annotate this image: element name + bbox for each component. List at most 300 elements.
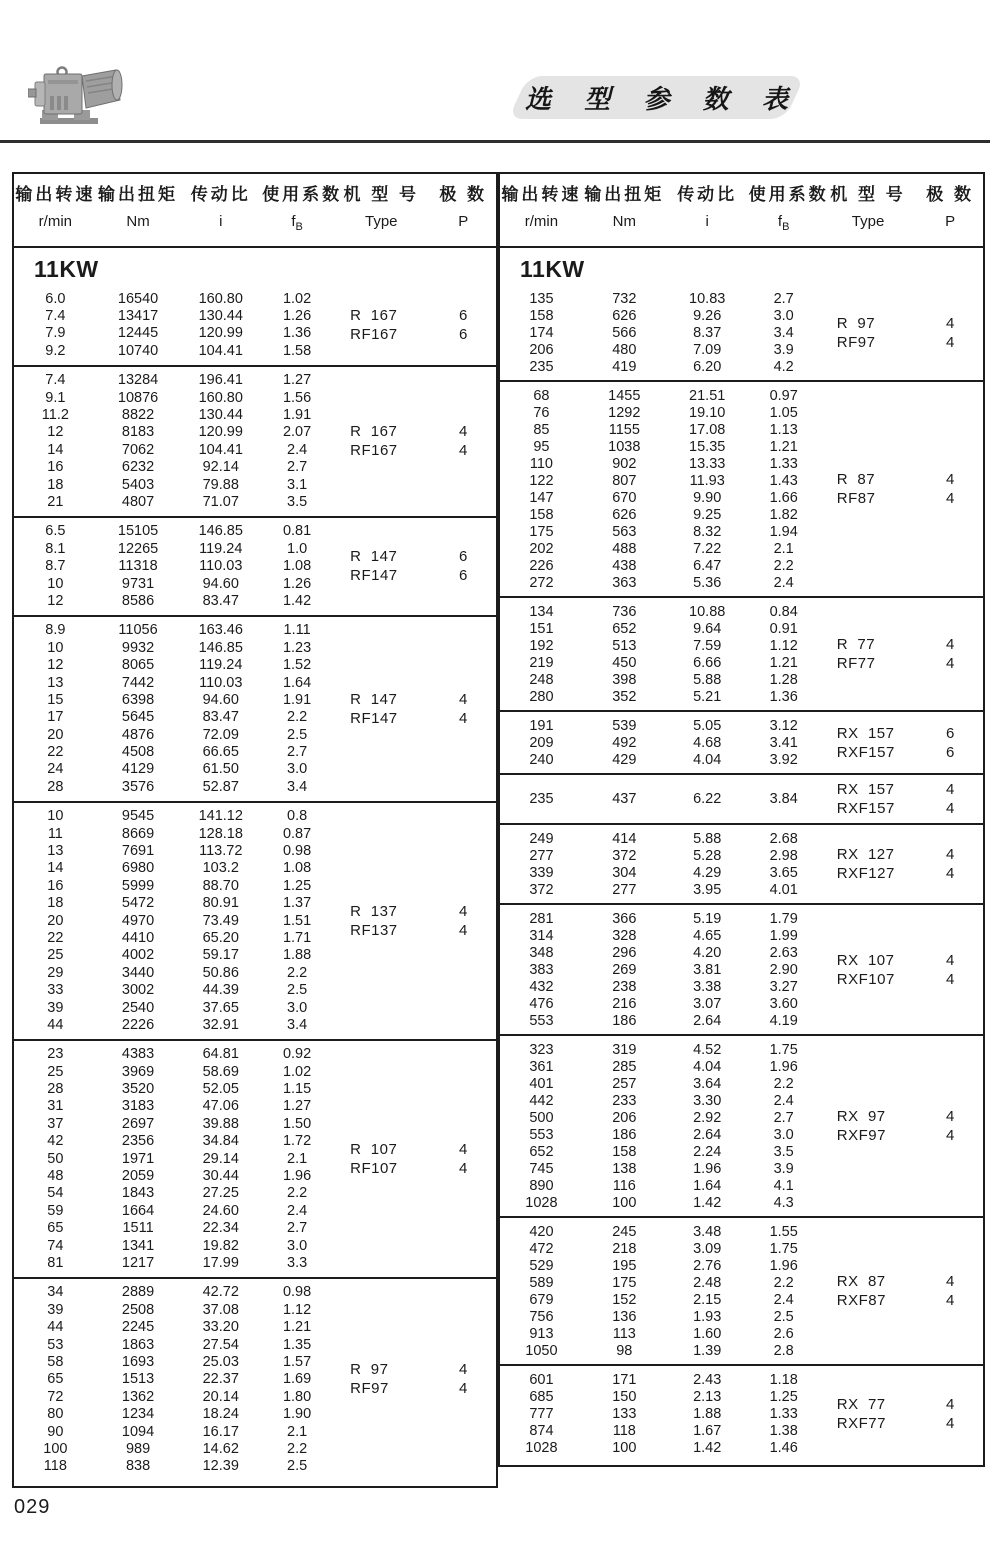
- ratio-cell: 2.43: [693, 1371, 722, 1388]
- torque-cell: 175: [612, 1274, 637, 1291]
- table-row: [14, 842, 332, 859]
- table-header: [500, 174, 983, 248]
- poles-cell: 4: [945, 314, 955, 332]
- torque-cell: 11056: [118, 622, 158, 639]
- block-types: [332, 547, 496, 585]
- speed-cell: 90: [47, 1423, 64, 1440]
- speed-cell: 272: [529, 574, 554, 591]
- table-row: [500, 717, 819, 734]
- speed-cell: 7.4: [45, 308, 66, 325]
- ratio-cell: 4.20: [693, 944, 722, 961]
- service-factor-cell: 1.21: [769, 654, 798, 671]
- torque-cell: 233: [612, 1092, 637, 1109]
- torque-cell: 304: [612, 864, 637, 881]
- ratio-cell: 5.19: [693, 910, 722, 927]
- speed-cell: 206: [529, 341, 554, 358]
- table-row: [500, 1041, 819, 1058]
- speed-cell: 16: [47, 459, 64, 476]
- block-types: [332, 1140, 496, 1178]
- poles-cell: 4: [459, 902, 468, 920]
- speed-cell: 553: [529, 1012, 554, 1029]
- table-row: [500, 1388, 819, 1405]
- power-rating-label: 11KW: [520, 256, 585, 282]
- service-factor-cell: 1.26: [282, 575, 312, 592]
- model-type-cell: R 87: [836, 471, 876, 488]
- service-factor-cell: 3.0: [287, 1237, 308, 1254]
- torque-cell: 8065: [121, 657, 155, 674]
- poles-cell: 4: [945, 865, 955, 882]
- ratio-cell: 196.41: [198, 372, 243, 389]
- speed-cell: 81: [47, 1255, 64, 1271]
- table-row: [500, 864, 819, 881]
- ratio-cell: 73.49: [202, 912, 239, 929]
- ratio-cell: 32.91: [202, 1016, 239, 1033]
- service-factor-cell: 2.2: [287, 1440, 308, 1457]
- service-factor-cell: 1.57: [282, 1353, 312, 1370]
- ratio-cell: 58.69: [202, 1063, 239, 1080]
- block-rows: [14, 372, 332, 511]
- service-factor-cell: 1.33: [769, 455, 798, 472]
- service-factor-cell: 1.79: [769, 910, 798, 927]
- header-torque-cn: 输出扭矩: [584, 185, 665, 204]
- ratio-cell: 22.34: [202, 1220, 239, 1237]
- ratio-cell: 64.81: [202, 1046, 239, 1063]
- speed-cell: 39: [47, 999, 64, 1016]
- service-factor-cell: 3.27: [769, 978, 798, 995]
- header-poles-cn: 极 数: [926, 185, 974, 204]
- torque-cell: 4383: [121, 1046, 155, 1063]
- service-factor-cell: 3.84: [769, 791, 798, 807]
- table-row: [14, 674, 332, 691]
- service-factor-cell: 1.28: [769, 671, 798, 688]
- service-factor-cell: 1.38: [769, 1422, 798, 1439]
- speed-cell: 65: [47, 1371, 64, 1388]
- ratio-cell: 4.52: [693, 1041, 722, 1058]
- speed-cell: 110: [529, 455, 553, 472]
- table-row: [500, 944, 819, 961]
- type-line: [332, 325, 496, 344]
- table-row: [14, 1133, 332, 1150]
- ratio-cell: 110.03: [199, 558, 243, 575]
- ratio-cell: 16.17: [202, 1423, 239, 1440]
- ratio-cell: 9.64: [693, 620, 722, 637]
- table-row: [14, 726, 332, 743]
- speed-cell: 14: [47, 441, 64, 458]
- table-row: [500, 1075, 819, 1092]
- torque-cell: 150: [612, 1388, 637, 1405]
- service-factor-cell: 1.52: [282, 657, 312, 674]
- torque-cell: 566: [612, 324, 637, 341]
- table-row: [14, 743, 332, 760]
- table-row: [14, 1098, 332, 1115]
- speed-cell: 874: [529, 1422, 554, 1439]
- speed-cell: 158: [529, 307, 554, 324]
- ratio-cell: 1.96: [693, 1160, 722, 1177]
- speed-cell: 134: [529, 603, 554, 620]
- speed-cell: 42: [47, 1133, 64, 1150]
- service-factor-cell: 1.21: [769, 438, 798, 455]
- torque-cell: 398: [612, 671, 637, 688]
- table-row: [500, 506, 819, 523]
- torque-cell: 296: [612, 944, 637, 961]
- type-line: [332, 1360, 496, 1379]
- torque-cell: 152: [612, 1291, 637, 1308]
- service-factor-cell: 2.2: [287, 1185, 308, 1202]
- ratio-cell: 22.37: [202, 1371, 239, 1388]
- ratio-cell: 17.99: [202, 1255, 239, 1271]
- speed-cell: 442: [529, 1092, 554, 1109]
- torque-cell: 269: [612, 961, 637, 978]
- torque-cell: 3576: [121, 778, 155, 795]
- parameter-block: [500, 1364, 983, 1461]
- ratio-cell: 110.03: [199, 674, 243, 691]
- speed-cell: 25: [47, 947, 64, 964]
- table-row: [500, 1223, 819, 1240]
- ratio-cell: 10.88: [689, 603, 726, 620]
- model-type-cell: RXF107: [836, 970, 895, 988]
- table-row: [500, 324, 819, 341]
- parameter-block: [14, 516, 496, 615]
- ratio-cell: 2.15: [693, 1291, 722, 1308]
- ratio-cell: 5.88: [693, 830, 722, 847]
- table-row: [500, 472, 819, 489]
- torque-cell: 257: [612, 1075, 637, 1092]
- torque-cell: 807: [612, 472, 637, 489]
- table-row: [500, 688, 819, 705]
- poles-cell: 4: [459, 1140, 468, 1158]
- poles-cell: 4: [945, 970, 955, 988]
- header-speed-cn: 输出转速: [15, 185, 96, 204]
- table-row: [500, 455, 819, 472]
- service-factor-cell: 2.4: [773, 1291, 794, 1308]
- service-factor-cell: 1.27: [282, 1098, 312, 1115]
- torque-cell: 1362: [121, 1388, 155, 1405]
- table-row: [14, 523, 332, 540]
- service-factor-cell: 1.26: [282, 308, 312, 325]
- torque-cell: 118: [612, 1422, 636, 1439]
- service-factor-cell: 1.11: [283, 622, 311, 639]
- model-type-cell: R 107: [350, 1140, 398, 1158]
- ratio-cell: 163.46: [198, 622, 243, 639]
- table-row: [14, 761, 332, 778]
- table-row: [14, 860, 332, 877]
- ratio-cell: 5.21: [693, 688, 722, 705]
- table-row: [500, 978, 819, 995]
- ratio-cell: 2.13: [693, 1388, 722, 1405]
- service-factor-cell: 2.7: [773, 290, 794, 307]
- ratio-cell: 11.93: [689, 472, 725, 489]
- ratio-cell: 2.48: [693, 1274, 722, 1291]
- ratio-cell: 103.2: [202, 860, 239, 877]
- block-rows: [500, 1371, 819, 1456]
- ratio-cell: 66.65: [202, 744, 239, 761]
- poles-cell: 4: [945, 636, 955, 653]
- model-type-cell: RF167: [350, 325, 398, 343]
- table-row: [14, 372, 332, 389]
- ratio-cell: 34.84: [202, 1133, 239, 1150]
- speed-cell: 314: [529, 927, 554, 944]
- speed-cell: 13: [47, 843, 64, 860]
- service-factor-cell: 4.01: [769, 881, 798, 898]
- table-row: [14, 825, 332, 842]
- ratio-cell: 119.24: [199, 540, 243, 557]
- poles-cell: 4: [945, 1292, 955, 1309]
- speed-cell: 14: [47, 860, 64, 877]
- torque-cell: 438: [612, 557, 637, 574]
- speed-cell: 76: [533, 404, 550, 421]
- torque-cell: 8669: [121, 825, 155, 842]
- service-factor-cell: 1.0: [287, 540, 308, 557]
- speed-cell: 249: [529, 830, 554, 847]
- service-factor-cell: 1.13: [769, 421, 798, 438]
- parameter-block: [500, 903, 983, 1034]
- service-factor-cell: 2.4: [773, 574, 794, 591]
- speed-cell: 589: [529, 1274, 554, 1291]
- title-banner: [508, 76, 805, 119]
- torque-cell: 5999: [121, 877, 155, 894]
- torque-cell: 186: [612, 1012, 637, 1029]
- service-factor-cell: 2.8: [773, 1342, 794, 1359]
- block-types: [332, 422, 496, 460]
- service-factor-cell: 0.98: [282, 1284, 312, 1301]
- table-row: [500, 961, 819, 978]
- torque-cell: 1513: [121, 1371, 155, 1388]
- block-types: [819, 635, 983, 673]
- torque-cell: 1971: [121, 1150, 155, 1167]
- type-line: [819, 1395, 983, 1414]
- type-line: [332, 566, 496, 585]
- ratio-cell: 9.90: [693, 489, 722, 506]
- speed-cell: 745: [529, 1160, 554, 1177]
- torque-cell: 4970: [121, 912, 155, 929]
- ratio-cell: 3.38: [693, 978, 722, 995]
- block-rows: [500, 387, 819, 591]
- poles-cell: 4: [945, 471, 955, 488]
- table-row: [500, 1109, 819, 1126]
- ratio-cell: 61.50: [202, 761, 239, 778]
- torque-cell: 1234: [121, 1406, 155, 1423]
- block-rows: [500, 1223, 819, 1359]
- torque-cell: 7062: [121, 441, 155, 458]
- parameter-block: [500, 710, 983, 773]
- torque-cell: 238: [612, 978, 637, 995]
- table-row: [500, 307, 819, 324]
- ratio-cell: 128.18: [198, 825, 243, 842]
- table-row: [14, 1353, 332, 1370]
- parameter-block: [500, 380, 983, 596]
- header-type-cn: 机 型 号: [343, 185, 419, 204]
- type-line: [332, 709, 496, 728]
- model-type-cell: RF97: [836, 333, 876, 351]
- table-row: [14, 981, 332, 998]
- block-types: [332, 306, 496, 344]
- ratio-cell: 146.85: [198, 523, 243, 540]
- poles-cell: 4: [945, 1127, 955, 1144]
- ratio-cell: 141.12: [198, 808, 243, 825]
- table-row: [500, 1092, 819, 1109]
- table-row: [14, 656, 332, 673]
- parameter-block: [500, 773, 983, 823]
- speed-cell: 22: [47, 929, 64, 946]
- service-factor-cell: 1.46: [769, 1439, 798, 1456]
- table-row: [500, 358, 819, 375]
- type-line: [332, 690, 496, 709]
- block-types: [332, 902, 496, 940]
- speed-cell: 18: [47, 895, 64, 912]
- torque-cell: 9545: [121, 808, 155, 825]
- ratio-cell: 1.60: [693, 1325, 722, 1342]
- poles-cell: 4: [459, 1361, 468, 1379]
- speed-cell: 29: [47, 964, 64, 981]
- table-row: [14, 1301, 332, 1318]
- selection-table-right: [498, 172, 985, 1467]
- header-speed-cn: 输出转速: [501, 185, 582, 204]
- parameter-block: [500, 596, 983, 710]
- poles-cell: 4: [945, 1414, 955, 1432]
- service-factor-cell: 1.75: [769, 1240, 798, 1257]
- speed-cell: 25: [47, 1063, 64, 1080]
- speed-cell: 17: [47, 709, 64, 726]
- service-factor-cell: 2.68: [769, 830, 798, 847]
- table-row: [500, 421, 819, 438]
- header-factor-unit: $f_B$: [777, 213, 790, 233]
- service-factor-cell: 1.12: [769, 637, 798, 654]
- table-row: [14, 540, 332, 557]
- service-factor-cell: 2.5: [287, 1458, 308, 1475]
- torque-cell: 218: [612, 1240, 637, 1257]
- ratio-cell: 17.08: [689, 421, 726, 438]
- ratio-cell: 4.65: [693, 927, 722, 944]
- table-body: [500, 285, 983, 1461]
- table-row: [14, 709, 332, 726]
- table-row: [14, 1115, 332, 1132]
- speed-cell: 553: [529, 1126, 554, 1143]
- model-type-cell: RF147: [350, 567, 398, 585]
- service-factor-cell: 2.4: [287, 1202, 308, 1219]
- table-row: [500, 290, 819, 307]
- ratio-cell: 94.60: [202, 691, 239, 708]
- ratio-cell: 4.29: [693, 864, 722, 881]
- service-factor-cell: 2.7: [773, 1109, 794, 1126]
- torque-cell: 2226: [121, 1016, 155, 1033]
- speed-cell: 12: [47, 592, 64, 609]
- table-row: [500, 1274, 819, 1291]
- torque-cell: 9731: [121, 575, 155, 592]
- torque-cell: 113: [612, 1325, 636, 1342]
- ratio-cell: 37.65: [202, 999, 239, 1016]
- model-type-cell: RX 157: [836, 781, 895, 798]
- torque-cell: 7691: [121, 843, 155, 860]
- ratio-cell: 130.44: [198, 407, 243, 424]
- ratio-cell: 72.09: [202, 726, 239, 743]
- table-row: [500, 603, 819, 620]
- ratio-cell: 3.64: [693, 1075, 722, 1092]
- service-factor-cell: 3.4: [287, 1016, 308, 1033]
- speed-cell: 135: [529, 290, 554, 307]
- table-row: [14, 592, 332, 609]
- service-factor-cell: 1.15: [282, 1081, 312, 1098]
- ratio-cell: 42.72: [202, 1284, 239, 1301]
- ratio-cell: 2.92: [693, 1109, 722, 1126]
- parameter-block: [14, 615, 496, 801]
- speed-cell: 192: [529, 637, 554, 654]
- table-row: [14, 1458, 332, 1475]
- ratio-cell: 2.64: [693, 1012, 722, 1029]
- torque-cell: 480: [612, 341, 637, 358]
- header-ratio-unit: i: [705, 213, 709, 230]
- table-row: [500, 1257, 819, 1274]
- speed-cell: 281: [529, 910, 554, 927]
- ratio-cell: 113.72: [199, 843, 243, 860]
- table-row: [500, 1439, 819, 1456]
- service-factor-cell: 2.98: [769, 847, 798, 864]
- speed-cell: 679: [529, 1291, 554, 1308]
- service-factor-cell: 1.96: [769, 1058, 798, 1075]
- torque-cell: 15105: [117, 523, 159, 540]
- poles-cell: 4: [945, 951, 955, 969]
- torque-cell: 8822: [121, 407, 155, 424]
- service-factor-cell: 1.35: [282, 1336, 312, 1353]
- speed-cell: 18: [47, 476, 64, 493]
- table-row: [500, 1160, 819, 1177]
- table-row: [14, 325, 332, 342]
- ratio-cell: 5.88: [693, 671, 722, 688]
- ratio-cell: 92.14: [202, 459, 239, 476]
- speed-cell: 226: [529, 557, 554, 574]
- service-factor-cell: 2.5: [287, 726, 308, 743]
- ratio-cell: 5.05: [693, 717, 722, 734]
- torque-cell: 8586: [121, 592, 155, 609]
- service-factor-cell: 3.4: [287, 778, 308, 795]
- service-factor-cell: 0.91: [769, 620, 798, 637]
- ratio-cell: 3.30: [693, 1092, 722, 1109]
- model-type-cell: RXF157: [836, 800, 895, 817]
- service-factor-cell: 3.60: [769, 995, 798, 1012]
- speed-cell: 323: [529, 1041, 554, 1058]
- torque-cell: 429: [612, 751, 637, 768]
- block-types: [819, 951, 983, 989]
- speed-cell: 80: [47, 1406, 64, 1423]
- block-rows: [500, 830, 819, 898]
- speed-cell: 202: [529, 540, 554, 557]
- torque-cell: 10740: [117, 342, 159, 359]
- type-line: [332, 547, 496, 566]
- torque-cell: 6980: [121, 860, 155, 877]
- type-line: [819, 970, 983, 989]
- ratio-cell: 25.03: [202, 1353, 239, 1370]
- ratio-cell: 7.59: [693, 637, 722, 654]
- ratio-cell: 7.22: [693, 540, 722, 557]
- table-row: [500, 1012, 819, 1029]
- ratio-cell: 27.54: [202, 1336, 239, 1353]
- ratio-cell: 1.42: [693, 1194, 722, 1211]
- ratio-cell: 6.20: [693, 358, 722, 375]
- table-row: [14, 1016, 332, 1033]
- table-row: [14, 1371, 332, 1388]
- speed-cell: 432: [529, 978, 554, 995]
- speed-cell: 890: [529, 1177, 554, 1194]
- speed-cell: 219: [529, 654, 554, 671]
- poles-cell: 4: [459, 1159, 468, 1177]
- torque-cell: 5645: [121, 709, 155, 726]
- type-line: [819, 799, 983, 818]
- model-type-cell: R 147: [350, 690, 398, 708]
- service-factor-cell: 2.5: [287, 982, 308, 999]
- speed-cell: 23: [47, 1046, 64, 1063]
- speed-cell: 1028: [525, 1439, 558, 1456]
- table-row: [500, 1240, 819, 1257]
- service-factor-cell: 1.37: [282, 895, 312, 912]
